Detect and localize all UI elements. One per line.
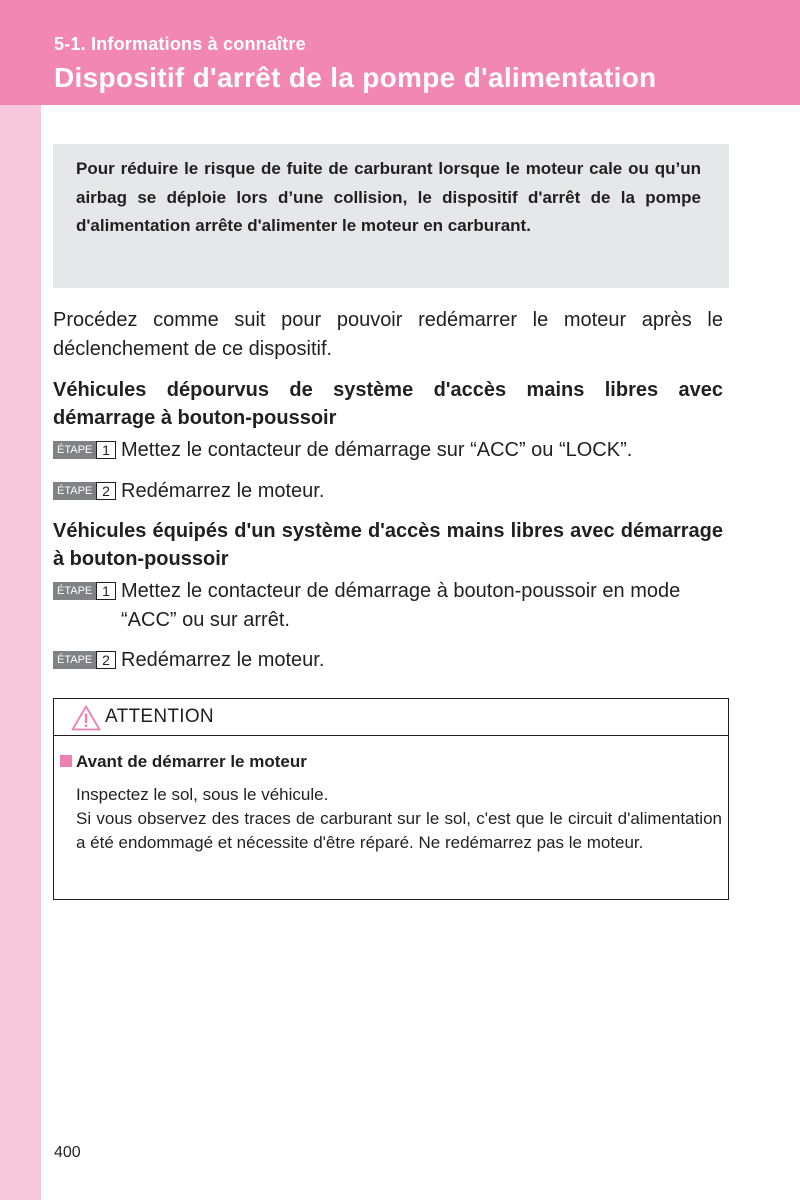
step-item (53, 577, 723, 635)
step-badge (53, 582, 116, 600)
step-badge (53, 651, 116, 669)
step-badge-word: ÉTAPE (53, 482, 96, 500)
page-header (0, 0, 800, 105)
intro-text: Pour réduire le risque de fuite de carburant lorsque le moteur cale ou qu’un airbag se déploie lors d’une collision, le dispositif d'arrêt de la pompe d'alimentation arrête d'alimenter le moteur en carburant. (76, 159, 701, 235)
step-badge-number: 1 (96, 582, 116, 600)
step-badge-word: ÉTAPE (53, 441, 96, 459)
page-number: 400 (54, 1144, 81, 1161)
section-heading-2: Véhicules équipés d'un système d'accès mains libres avec démarrage à bouton-poussoir (53, 520, 723, 570)
intro-box (53, 144, 729, 288)
step-badge-word: ÉTAPE (53, 651, 96, 669)
attention-header (54, 699, 728, 736)
attention-box (53, 698, 729, 900)
step-text: Mettez le contacteur de démarrage sur “ACC” ou “LOCK”. (121, 439, 633, 461)
step-text: Redémarrez le moteur. (121, 480, 325, 502)
section-label: 5-1. Informations à connaître (54, 34, 306, 54)
attention-subheading (60, 752, 307, 772)
step-item (53, 436, 723, 465)
step-item (53, 477, 723, 506)
attention-body (76, 783, 722, 855)
attention-title: ATTENTION (105, 706, 214, 727)
body-paragraph: Procédez comme suit pour pouvoir redémarrer le moteur après le déclenchement de ce dispositif. (53, 309, 723, 360)
attention-line-1: Inspectez le sol, sous le véhicule. (76, 785, 329, 804)
page-title: Dispositif d'arrêt de la pompe d'alimentation (54, 62, 657, 93)
step-badge-number: 2 (96, 482, 116, 500)
step-text: Redémarrez le moteur. (121, 649, 325, 671)
step-item (53, 646, 723, 675)
warning-triangle-icon (71, 705, 101, 731)
step-text: Mettez le contacteur de démarrage à bouton-poussoir en mode “ACC” ou sur arrêt. (121, 580, 681, 631)
attention-line-2: Si vous observez des traces de carburant sur le sol, c'est que le circuit d'alimentation a été endommagé et nécessite d'être réparé. Ne redémarrez pas le moteur. (76, 809, 722, 852)
side-band (0, 0, 41, 1200)
step-badge (53, 482, 116, 500)
attention-subheading-text: Avant de démarrer le moteur (76, 752, 307, 771)
step-badge (53, 441, 116, 459)
section-heading-1: Véhicules dépourvus de système d'accès mains libres avec démarrage à bouton-poussoir (53, 379, 723, 429)
step-badge-number: 1 (96, 441, 116, 459)
step-badge-word: ÉTAPE (53, 582, 96, 600)
pink-square-bullet-icon (60, 755, 72, 767)
step-badge-number: 2 (96, 651, 116, 669)
